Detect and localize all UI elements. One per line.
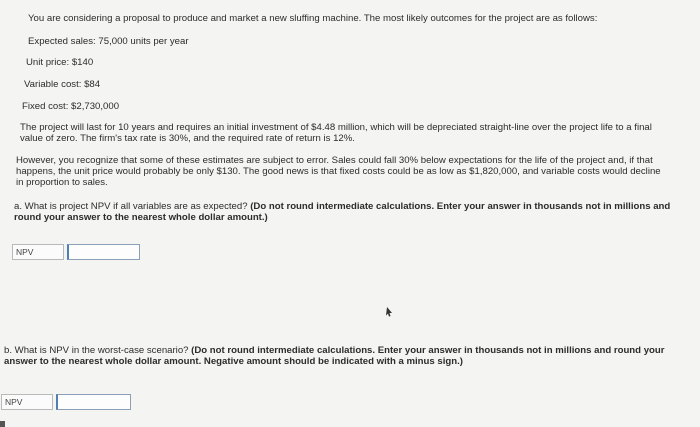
fact-variable-cost: Variable cost: $84	[24, 79, 101, 90]
project-description: The project will last for 10 years and requires an initial investment of $4.48 million, which will be depreciated straight-line over the project life to a final value of zero. The firm's tax rate is 30%, and the required rate of return is 12%.	[20, 122, 652, 144]
question-b	[4, 345, 694, 367]
npv-a-row	[12, 244, 140, 260]
question-b-instructions: (Do not round intermediate calculations. Enter your answer in thousands not in millions and round your answer to the nearest whole dollar amount. Negative amount should be indicated with a minus sign.)	[4, 345, 665, 367]
fact-expected-sales: Expected sales: 75,000 units per year	[28, 36, 189, 47]
intro-text: You are considering a proposal to produce and market a new sluffing machine. The most likely outcomes for the project are as follows:	[28, 13, 598, 24]
question-b-prefix: b. What is NPV in the worst-case scenario?	[4, 345, 192, 356]
question-a-instructions: (Do not round intermediate calculations. Enter your answer in thousands not in millions and round your answer to the nearest whole dollar amount.)	[14, 201, 671, 223]
npv-a-label: NPV	[12, 244, 64, 260]
scenario-description: However, you recognize that some of these estimates are subject to error. Sales could fall 30% below expectations for the life of the project and, if that happens, the unit price would probably be only $130. The good news is that fixed costs could be as low as $1,820,000, and variable costs would decline in proportion to sales.	[16, 155, 661, 188]
fact-unit-price: Unit price: $140	[26, 57, 94, 68]
question-a-prefix: a. What is project NPV if all variables are as expected?	[14, 201, 251, 212]
mouse-pointer-icon	[384, 306, 394, 318]
npv-b-row	[1, 394, 131, 410]
npv-b-input[interactable]	[56, 394, 131, 410]
question-a	[14, 201, 684, 223]
fact-fixed-cost: Fixed cost: $2,730,000	[22, 101, 120, 112]
npv-b-label: NPV	[1, 394, 53, 410]
corner-mark	[0, 421, 5, 427]
npv-a-input[interactable]	[67, 244, 140, 260]
